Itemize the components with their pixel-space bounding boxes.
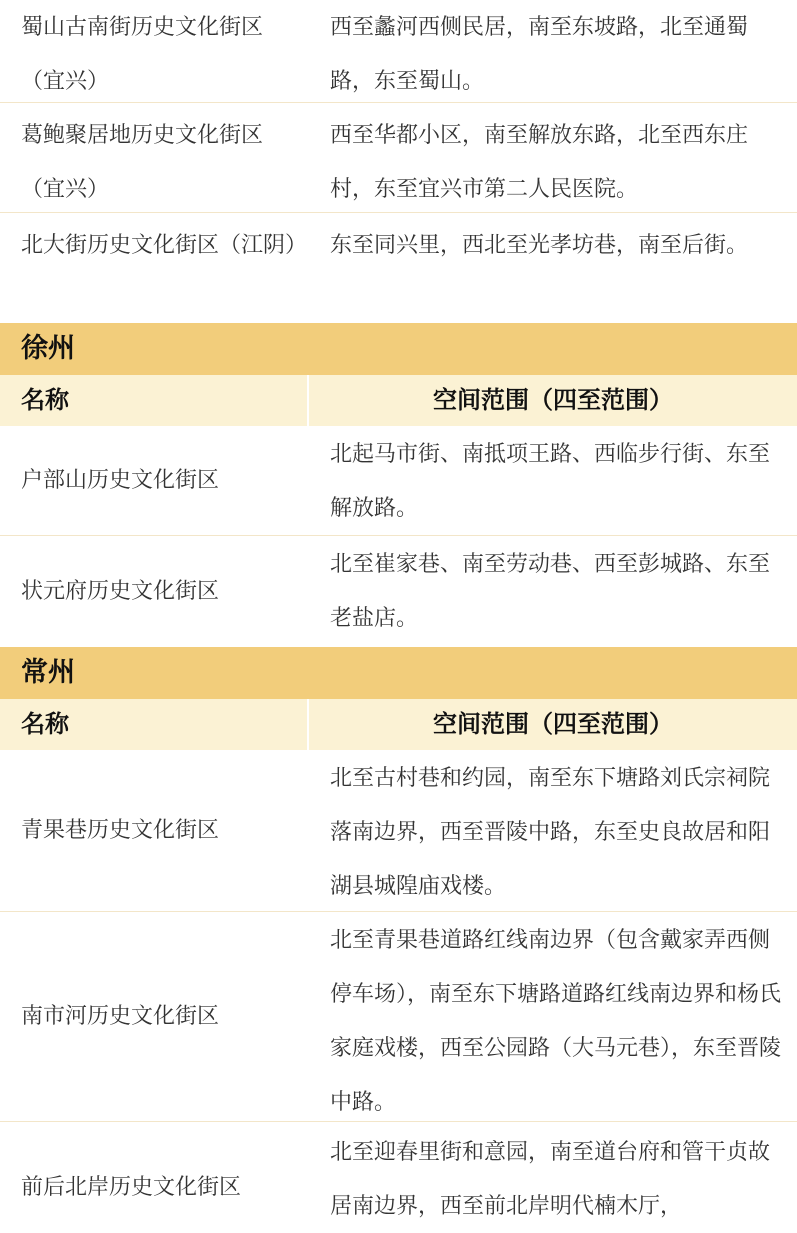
district-range: 北至古村巷和约园，南至东下塘路刘氏宗祠院落南边界，西至晋陵中路，东至史良故居和阳湖县城隍庙戏楼。 [330, 766, 771, 899]
header-name: 名称 [21, 386, 69, 414]
table-row [0, 912, 797, 1122]
table-header [0, 375, 797, 426]
table-row [0, 536, 797, 647]
district-name: 北大街历史文化街区（江阴） [21, 233, 308, 258]
header-range: 空间范围（四至范围） [307, 375, 797, 426]
table-row [0, 213, 797, 323]
district-name: 葛鲍聚居地历史文化街区（宜兴） [21, 123, 264, 202]
district-range: 西至华都小区，南至解放东路，北至西东庄村，东至宜兴市第二人民医院。 [330, 123, 749, 202]
district-name: 户部山历史文化街区 [21, 467, 220, 493]
district-range: 北至崔家巷、南至劳动巷、西至彭城路、东至老盐店。 [330, 552, 771, 631]
district-range: 西至蠡河西侧民居，南至东坡路，北至通蜀路，东至蜀山。 [330, 15, 749, 94]
district-name: 前后北岸历史文化街区 [21, 1175, 242, 1200]
district-range: 北至迎春里街和意园，南至道台府和管干贞故居南边界，西至前北岸明代楠木厅， [330, 1140, 771, 1219]
table-header [0, 699, 797, 750]
city-heading: 常州 [0, 647, 797, 699]
district-name: 青果巷历史文化街区 [21, 817, 220, 843]
district-range: 北至青果巷道路红线南边界（包含戴家弄西侧停车场），南至东下塘路道路红线南边界和杨氏家庭戏楼，西至公园路（大马元巷），东至晋陵中路。 [330, 928, 782, 1115]
district-name: 状元府历史文化街区 [21, 578, 220, 604]
table-row [0, 103, 797, 213]
table-row [0, 426, 797, 536]
table-row [0, 1122, 797, 1233]
district-range: 东至同兴里，西北至光孝坊巷，南至后街。 [330, 233, 749, 258]
table-row [0, 750, 797, 912]
city-heading: 徐州 [0, 323, 797, 375]
header-name: 名称 [21, 710, 69, 738]
district-name: 南市河历史文化街区 [21, 1003, 220, 1029]
district-range: 北起马市街、南抵项王路、西临步行街、东至解放路。 [330, 442, 771, 521]
header-range: 空间范围（四至范围） [307, 699, 797, 750]
table-row [0, 0, 797, 103]
district-name: 蜀山古南街历史文化街区（宜兴） [21, 15, 264, 94]
